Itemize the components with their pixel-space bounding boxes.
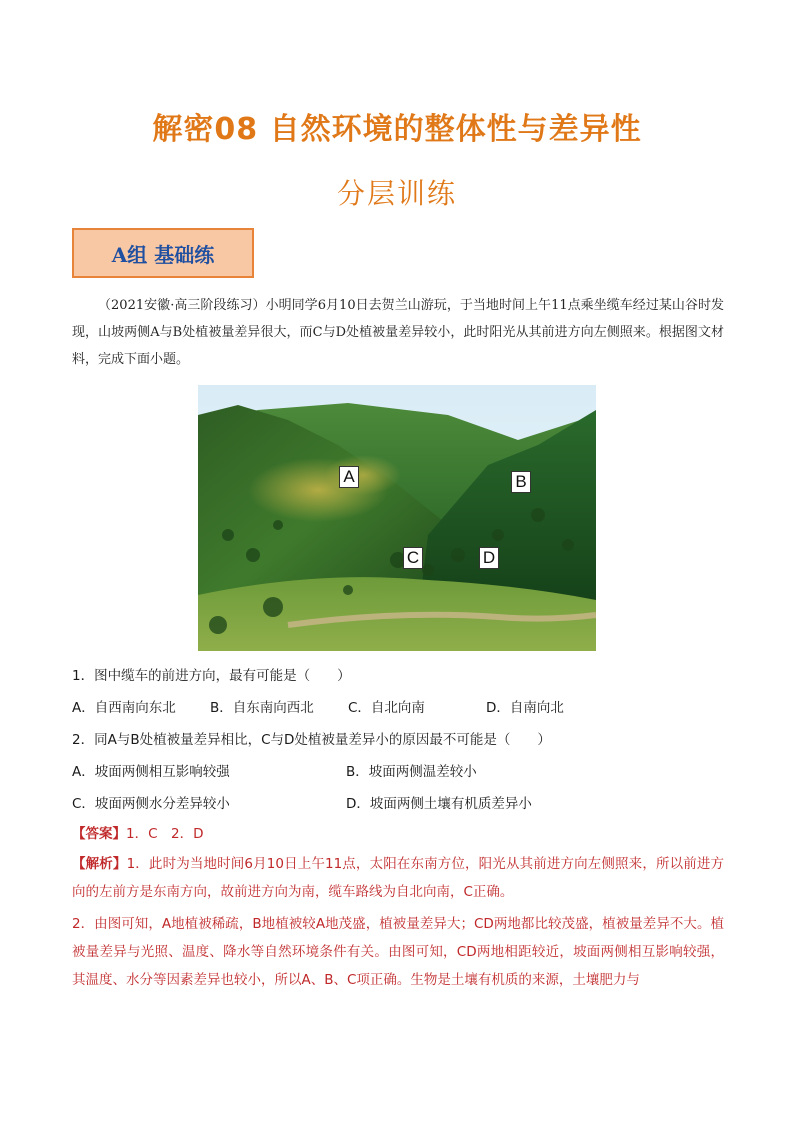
analysis-text-1: 1．此时为当地时间6月10日上午11点，太阳在东南方位，阳光从其前进方向左侧照来，所以前进方向的左前方是东南方向，故前进方向为南，缆车路线为自北向南，C正确。 [72, 856, 724, 900]
mountain-valley-photo [198, 385, 596, 651]
question-1-option-a: A．自西南向东北 [72, 700, 176, 716]
question-2-stem: 2．同A与B处植被量差异相比，C与D处植被量差异小的原因最不可能是（ ） [72, 732, 551, 748]
page-title: 解密08 自然环境的整体性与差异性 [152, 112, 642, 147]
page-subtitle: 分层训练 [336, 177, 457, 210]
group-label-box [72, 228, 254, 278]
question-1-option-d: D．自南向北 [486, 700, 564, 716]
photo-label-a: A [339, 466, 359, 488]
question-1-stem: 1．图中缆车的前进方向，最有可能是（ ） [72, 668, 351, 684]
answer-tag: 【答案】 [72, 826, 126, 842]
photo-label-b: B [511, 471, 531, 493]
question-1-option-b: B．自东南向西北 [210, 700, 314, 716]
analysis-tag: 【解析】 [72, 856, 127, 872]
group-label: A组 基础练 [111, 242, 215, 267]
question-2-option-a: A．坡面两侧相互影响较强 [72, 764, 230, 780]
question-2-option-b: B．坡面两侧温差较小 [346, 764, 477, 780]
analysis-paragraph-1 [72, 850, 724, 906]
question-1-option-c: C．自北向南 [348, 700, 425, 716]
question-2-option-d: D．坡面两侧土壤有机质差异小 [346, 796, 532, 812]
answer-text: 1．C 2．D [126, 826, 204, 842]
valley-illustration [198, 385, 596, 651]
analysis-paragraph-2: 2．由图可知，A地植被稀疏，B地植被较A地茂盛，植被量差异大；CD两地都比较茂盛，植被量差异不大。植被量差异与光照、温度、降水等自然环境条件有关。由图可知，CD两地相距较近，坡面两侧相互影响较强，其温度、水分等因素差异也较小，所以A、B、C项正确。生物是土壤有机质的来源，土壤肥力与 [72, 916, 724, 988]
photo-label-c: C [403, 547, 423, 569]
photo-label-d: D [479, 547, 499, 569]
question-2-option-c: C．坡面两侧水分差异较小 [72, 796, 230, 812]
intro-paragraph: （2021安徽·高三阶段练习）小明同学6月10日去贺兰山游玩，于当地时间上午11点乘坐缆车经过某山谷时发现，山坡两侧A与B处植被量差异很大，而C与D处植被量差异较小，此时阳光从其前进方向左侧照来。根据图文材料，完成下面小题。 [72, 298, 724, 367]
answer-line [72, 822, 204, 842]
